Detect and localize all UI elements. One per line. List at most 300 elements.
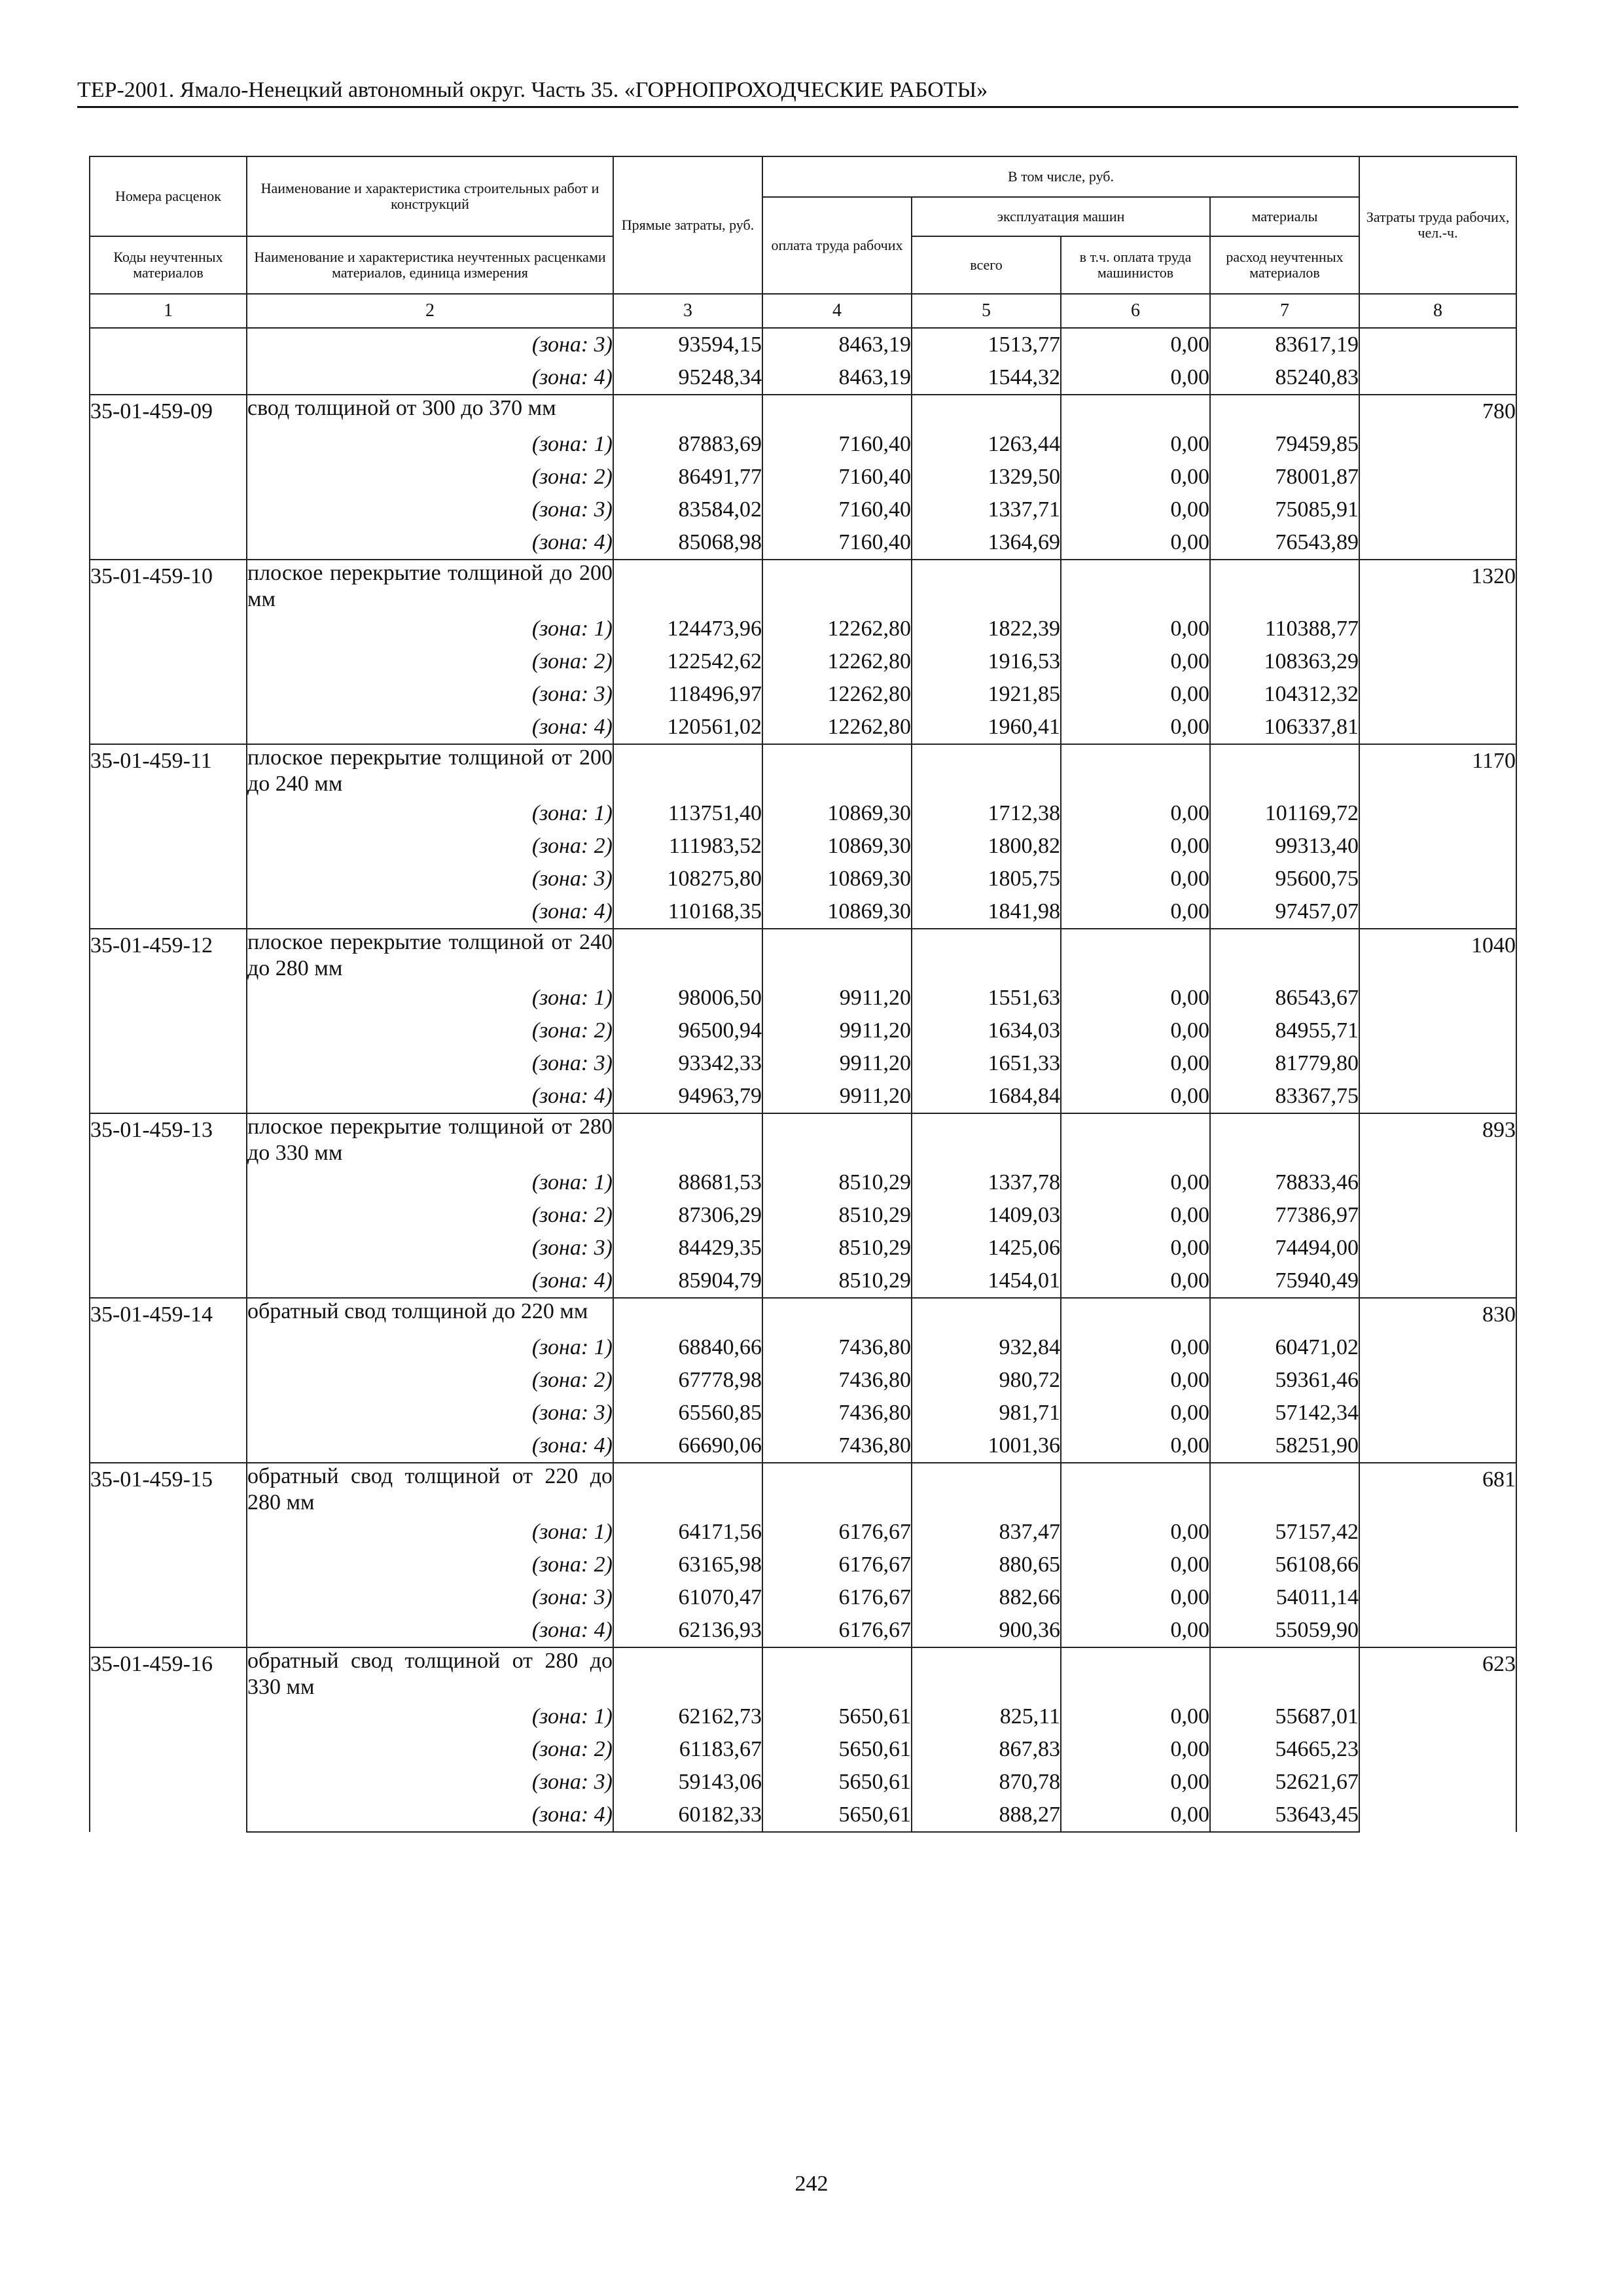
rate-code: 35-01-459-10 (90, 560, 247, 744)
labor-pay-value: 7160,40 (762, 461, 912, 493)
table-row (90, 1298, 1516, 1331)
zone-label: (зона: 3) (247, 1581, 613, 1614)
machinist-pay-value: 0,00 (1061, 1364, 1210, 1397)
rate-code: 35-01-459-09 (90, 395, 247, 560)
materials-value: 78833,46 (1210, 1166, 1359, 1199)
zone-label: (зона: 4) (247, 1614, 613, 1647)
work-title: обратный свод толщиной от 220 до 280 мм (247, 1464, 613, 1515)
empty-cell (613, 1113, 762, 1166)
labor-pay-value: 8510,29 (762, 1199, 912, 1232)
table-row (90, 1516, 1516, 1549)
direct-costs-value: 66690,06 (613, 1429, 762, 1463)
direct-costs-value: 87306,29 (613, 1199, 762, 1232)
machinist-pay-value: 0,00 (1061, 982, 1210, 1014)
header-materials: материалы (1210, 197, 1359, 236)
machinist-pay-value: 0,00 (1061, 1014, 1210, 1047)
direct-costs-value: 93594,15 (613, 328, 762, 361)
empty-cell (1061, 395, 1210, 428)
table-row (90, 361, 1516, 395)
empty-cell (1210, 1298, 1359, 1331)
machinist-pay-value: 0,00 (1061, 613, 1210, 645)
direct-costs-value: 85904,79 (613, 1265, 762, 1298)
labor-pay-value: 12262,80 (762, 678, 912, 711)
direct-costs-value: 84429,35 (613, 1232, 762, 1265)
header-labor-pay: оплата труда рабочих (762, 197, 912, 294)
machinist-pay-value: 0,00 (1061, 1614, 1210, 1647)
materials-value: 86543,67 (1210, 982, 1359, 1014)
materials-value: 56108,66 (1210, 1549, 1359, 1581)
direct-costs-value: 59143,06 (613, 1766, 762, 1799)
col-number: 4 (762, 294, 912, 328)
materials-value: 55059,90 (1210, 1614, 1359, 1647)
zone-label: (зона: 2) (247, 1199, 613, 1232)
empty-cell (762, 1463, 912, 1516)
machines-total-value: 1960,41 (912, 711, 1061, 744)
direct-costs-value: 85068,98 (613, 526, 762, 560)
zone-label: (зона: 1) (247, 1700, 613, 1733)
header-labor-cost: Затраты труда рабочих, чел.-ч. (1359, 156, 1516, 294)
empty-cell (613, 929, 762, 982)
empty-cell (1061, 1113, 1210, 1166)
direct-costs-value: 61070,47 (613, 1581, 762, 1614)
zone-label: (зона: 1) (247, 1516, 613, 1549)
labor-pay-value: 12262,80 (762, 711, 912, 744)
direct-costs-value: 60182,33 (613, 1799, 762, 1832)
table-row (90, 711, 1516, 744)
labor-cost-value: 1320 (1359, 560, 1516, 744)
table-row (90, 560, 1516, 613)
labor-pay-value: 8510,29 (762, 1166, 912, 1199)
header-machines: эксплуатация машин (912, 197, 1210, 236)
direct-costs-value: 83584,02 (613, 493, 762, 526)
table-row (90, 645, 1516, 678)
direct-costs-value: 67778,98 (613, 1364, 762, 1397)
table-row (90, 1166, 1516, 1199)
zone-label: (зона: 1) (247, 982, 613, 1014)
machinist-pay-value: 0,00 (1061, 1080, 1210, 1113)
header-materials-use: расход неучтенных материалов (1210, 236, 1359, 294)
empty-cell (912, 560, 1061, 613)
empty-cell (912, 1298, 1061, 1331)
zone-label: (зона: 1) (247, 797, 613, 830)
direct-costs-value: 87883,69 (613, 428, 762, 461)
direct-costs-value: 96500,94 (613, 1014, 762, 1047)
table-row (90, 863, 1516, 895)
materials-value: 55687,01 (1210, 1700, 1359, 1733)
zone-label: (зона: 2) (247, 830, 613, 863)
empty-cell (613, 1647, 762, 1700)
labor-pay-value: 8510,29 (762, 1265, 912, 1298)
table-row (90, 895, 1516, 929)
machines-total-value: 1805,75 (912, 863, 1061, 895)
empty-cell (613, 395, 762, 428)
machines-total-value: 1425,06 (912, 1232, 1061, 1265)
materials-value: 53643,45 (1210, 1799, 1359, 1832)
empty-cell (762, 1113, 912, 1166)
direct-costs-value: 86491,77 (613, 461, 762, 493)
table-row (90, 1647, 1516, 1700)
table-row (90, 1080, 1516, 1113)
labor-pay-value: 6176,67 (762, 1516, 912, 1549)
machinist-pay-value: 0,00 (1061, 526, 1210, 560)
labor-pay-value: 10869,30 (762, 895, 912, 929)
table-row (90, 1397, 1516, 1429)
direct-costs-value: 124473,96 (613, 613, 762, 645)
labor-cell (1359, 361, 1516, 395)
zone-label: (зона: 4) (247, 711, 613, 744)
labor-pay-value: 9911,20 (762, 982, 912, 1014)
table-row (90, 1700, 1516, 1733)
machines-total-value: 980,72 (912, 1364, 1061, 1397)
direct-costs-value: 98006,50 (613, 982, 762, 1014)
table-row (90, 1733, 1516, 1766)
labor-pay-value: 5650,61 (762, 1766, 912, 1799)
work-title: плоское перекрытие толщиной от 280 до 330 мм (247, 1115, 613, 1165)
empty-cell (762, 744, 912, 797)
header-codes: Коды неучтенных материалов (90, 236, 247, 294)
table-row (90, 982, 1516, 1014)
zone-label: (зона: 4) (247, 1080, 613, 1113)
zone-label: (зона: 3) (247, 1232, 613, 1265)
materials-value: 97457,07 (1210, 895, 1359, 929)
table-row (90, 1549, 1516, 1581)
labor-cost-value: 1040 (1359, 929, 1516, 1113)
labor-pay-value: 10869,30 (762, 863, 912, 895)
zone-label: (зона: 4) (247, 1429, 613, 1463)
machines-total-value: 1684,84 (912, 1080, 1061, 1113)
machines-total-value: 932,84 (912, 1331, 1061, 1364)
labor-pay-value: 12262,80 (762, 613, 912, 645)
empty-cell (613, 1463, 762, 1516)
machines-total-value: 870,78 (912, 1766, 1061, 1799)
table-row (90, 744, 1516, 797)
machinist-pay-value: 0,00 (1061, 1429, 1210, 1463)
machines-total-value: 888,27 (912, 1799, 1061, 1832)
table-row (90, 1614, 1516, 1647)
rate-code: 35-01-459-12 (90, 929, 247, 1113)
zone-label: (зона: 3) (247, 328, 613, 361)
empty-cell (762, 1647, 912, 1700)
materials-value: 76543,89 (1210, 526, 1359, 560)
machinist-pay-value: 0,00 (1061, 1265, 1210, 1298)
empty-cell (1210, 929, 1359, 982)
direct-costs-value: 111983,52 (613, 830, 762, 863)
rate-code: 35-01-459-13 (90, 1113, 247, 1298)
machines-total-value: 1544,32 (912, 361, 1061, 395)
empty-cell (1210, 1113, 1359, 1166)
work-title: свод толщиной от 300 до 370 мм (247, 395, 613, 428)
zone-label: (зона: 2) (247, 461, 613, 493)
machines-total-value: 1454,01 (912, 1265, 1061, 1298)
empty-cell (1210, 1463, 1359, 1516)
labor-pay-value: 9911,20 (762, 1047, 912, 1080)
empty-cell (613, 560, 762, 613)
zone-label: (зона: 4) (247, 526, 613, 560)
direct-costs-value: 95248,34 (613, 361, 762, 395)
zone-label: (зона: 2) (247, 645, 613, 678)
rate-code: 35-01-459-15 (90, 1463, 247, 1647)
materials-value: 59361,46 (1210, 1364, 1359, 1397)
machinist-pay-value: 0,00 (1061, 428, 1210, 461)
machines-total-value: 837,47 (912, 1516, 1061, 1549)
labor-cost-value: 623 (1359, 1647, 1516, 1832)
zone-label: (зона: 1) (247, 1331, 613, 1364)
labor-pay-value: 7160,40 (762, 428, 912, 461)
machinist-pay-value: 0,00 (1061, 645, 1210, 678)
machines-total-value: 825,11 (912, 1700, 1061, 1733)
machinist-pay-value: 0,00 (1061, 1331, 1210, 1364)
table-row (90, 678, 1516, 711)
table-row (90, 830, 1516, 863)
machines-total-value: 1822,39 (912, 613, 1061, 645)
materials-value: 54665,23 (1210, 1733, 1359, 1766)
empty-cell (1210, 395, 1359, 428)
table-row (90, 428, 1516, 461)
direct-costs-value: 93342,33 (613, 1047, 762, 1080)
table-row (90, 1364, 1516, 1397)
header-direct-costs: Прямые затраты, руб. (613, 156, 762, 294)
labor-pay-value: 9911,20 (762, 1014, 912, 1047)
table-row (90, 1047, 1516, 1080)
table-body (90, 328, 1516, 1832)
empty-cell (1061, 1298, 1210, 1331)
zone-label: (зона: 1) (247, 613, 613, 645)
rate-code-cell (90, 328, 247, 361)
direct-costs-value: 61183,67 (613, 1733, 762, 1766)
machines-total-value: 1651,33 (912, 1047, 1061, 1080)
empty-cell (912, 1463, 1061, 1516)
empty-cell (1210, 1647, 1359, 1700)
direct-costs-value: 62136,93 (613, 1614, 762, 1647)
zone-label: (зона: 1) (247, 1166, 613, 1199)
page-number: 242 (794, 2172, 829, 2196)
direct-costs-value: 108275,80 (613, 863, 762, 895)
work-title: плоское перекрытие толщиной от 200 до 240 мм (247, 745, 613, 796)
zone-label: (зона: 4) (247, 1265, 613, 1298)
machines-total-value: 1337,78 (912, 1166, 1061, 1199)
table-row (90, 929, 1516, 982)
materials-value: 83367,75 (1210, 1080, 1359, 1113)
labor-pay-value: 10869,30 (762, 830, 912, 863)
empty-cell (613, 1298, 762, 1331)
col-number: 7 (1210, 294, 1359, 328)
table-row (90, 461, 1516, 493)
work-title: плоское перекрытие толщиной до 200 мм (247, 561, 613, 611)
machinist-pay-value: 0,00 (1061, 328, 1210, 361)
machinist-pay-value: 0,00 (1061, 1799, 1210, 1832)
table-row (90, 328, 1516, 361)
machinist-pay-value: 0,00 (1061, 1047, 1210, 1080)
rate-code: 35-01-459-14 (90, 1298, 247, 1463)
machinist-pay-value: 0,00 (1061, 797, 1210, 830)
labor-cost-value: 830 (1359, 1298, 1516, 1463)
direct-costs-value: 62162,73 (613, 1700, 762, 1733)
materials-value: 75085,91 (1210, 493, 1359, 526)
empty-cell (762, 1298, 912, 1331)
machinist-pay-value: 0,00 (1061, 830, 1210, 863)
empty-cell (1061, 744, 1210, 797)
direct-costs-value: 120561,02 (613, 711, 762, 744)
zone-label: (зона: 4) (247, 1799, 613, 1832)
materials-value: 99313,40 (1210, 830, 1359, 863)
labor-pay-value: 7436,80 (762, 1331, 912, 1364)
table-row (90, 1463, 1516, 1516)
machines-total-value: 882,66 (912, 1581, 1061, 1614)
direct-costs-value: 122542,62 (613, 645, 762, 678)
labor-pay-value: 8510,29 (762, 1232, 912, 1265)
zone-label: (зона: 3) (247, 678, 613, 711)
labor-pay-value: 7160,40 (762, 493, 912, 526)
col-number: 8 (1359, 294, 1516, 328)
table-row (90, 1113, 1516, 1166)
machines-total-value: 1364,69 (912, 526, 1061, 560)
rate-code-cell (90, 361, 247, 395)
labor-cost-value: 780 (1359, 395, 1516, 560)
empty-cell (1061, 1647, 1210, 1700)
zone-label: (зона: 2) (247, 1733, 613, 1766)
empty-cell (762, 560, 912, 613)
zone-label: (зона: 2) (247, 1549, 613, 1581)
table-row (90, 395, 1516, 428)
machines-total-value: 1916,53 (912, 645, 1061, 678)
zone-label: (зона: 3) (247, 1047, 613, 1080)
empty-cell (1061, 560, 1210, 613)
table-row (90, 1199, 1516, 1232)
machinist-pay-value: 0,00 (1061, 711, 1210, 744)
table-row (90, 1014, 1516, 1047)
labor-pay-value: 7436,80 (762, 1429, 912, 1463)
machinist-pay-value: 0,00 (1061, 1232, 1210, 1265)
materials-value: 58251,90 (1210, 1429, 1359, 1463)
empty-cell (613, 744, 762, 797)
direct-costs-value: 64171,56 (613, 1516, 762, 1549)
machinist-pay-value: 0,00 (1061, 1199, 1210, 1232)
direct-costs-value: 94963,79 (613, 1080, 762, 1113)
page-header: ТЕР-2001. Ямало-Ненецкий автономный округ. Часть 35. «ГОРНОПРОХОДЧЕСКИЕ РАБОТЫ» (77, 78, 988, 102)
machines-total-value: 1409,03 (912, 1199, 1061, 1232)
machines-total-value: 1634,03 (912, 1014, 1061, 1047)
direct-costs-value: 63165,98 (613, 1549, 762, 1581)
labor-cell (1359, 328, 1516, 361)
empty-cell (912, 1647, 1061, 1700)
materials-value: 75940,49 (1210, 1265, 1359, 1298)
table-header (90, 156, 1516, 328)
machines-total-value: 1800,82 (912, 830, 1061, 863)
zone-label: (зона: 4) (247, 895, 613, 929)
rate-code: 35-01-459-16 (90, 1647, 247, 1832)
table-row (90, 1331, 1516, 1364)
labor-pay-value: 7436,80 (762, 1397, 912, 1429)
machines-total-value: 1841,98 (912, 895, 1061, 929)
labor-pay-value: 6176,67 (762, 1581, 912, 1614)
labor-pay-value: 5650,61 (762, 1700, 912, 1733)
zone-label: (зона: 1) (247, 428, 613, 461)
work-title: обратный свод толщиной от 280 до 330 мм (247, 1649, 613, 1699)
materials-value: 60471,02 (1210, 1331, 1359, 1364)
materials-value: 57157,42 (1210, 1516, 1359, 1549)
direct-costs-value: 110168,35 (613, 895, 762, 929)
zone-label: (зона: 2) (247, 1014, 613, 1047)
table-row (90, 1429, 1516, 1463)
empty-cell (1210, 560, 1359, 613)
machines-total-value: 1329,50 (912, 461, 1061, 493)
labor-pay-value: 6176,67 (762, 1549, 912, 1581)
table-row (90, 613, 1516, 645)
table-row (90, 1799, 1516, 1832)
machines-total-value: 1263,44 (912, 428, 1061, 461)
header-name-materials: Наименование и характеристика неучтенных расценками материалов, единица измерения (247, 236, 613, 294)
machines-total-value: 1712,38 (912, 797, 1061, 830)
labor-cost-value: 1170 (1359, 744, 1516, 929)
materials-value: 54011,14 (1210, 1581, 1359, 1614)
labor-pay-value: 5650,61 (762, 1733, 912, 1766)
direct-costs-value: 65560,85 (613, 1397, 762, 1429)
materials-value: 104312,32 (1210, 678, 1359, 711)
materials-value: 77386,97 (1210, 1199, 1359, 1232)
materials-value: 85240,83 (1210, 361, 1359, 395)
machines-total-value: 880,65 (912, 1549, 1061, 1581)
machinist-pay-value: 0,00 (1061, 1549, 1210, 1581)
empty-cell (912, 744, 1061, 797)
machines-total-value: 867,83 (912, 1733, 1061, 1766)
table-row (90, 1232, 1516, 1265)
direct-costs-value: 88681,53 (613, 1166, 762, 1199)
rate-code: 35-01-459-11 (90, 744, 247, 929)
materials-value: 95600,75 (1210, 863, 1359, 895)
labor-pay-value: 9911,20 (762, 1080, 912, 1113)
labor-pay-value: 5650,61 (762, 1799, 912, 1832)
machinist-pay-value: 0,00 (1061, 361, 1210, 395)
zone-label: (зона: 2) (247, 1364, 613, 1397)
machinist-pay-value: 0,00 (1061, 493, 1210, 526)
machinist-pay-value: 0,00 (1061, 863, 1210, 895)
table-row (90, 1265, 1516, 1298)
work-title: плоское перекрытие толщиной от 240 до 280 мм (247, 930, 613, 980)
labor-pay-value: 7436,80 (762, 1364, 912, 1397)
header-name: Наименование и характеристика строительных работ и конструкций (247, 156, 613, 236)
table-row (90, 797, 1516, 830)
labor-pay-value: 8463,19 (762, 361, 912, 395)
machinist-pay-value: 0,00 (1061, 1700, 1210, 1733)
empty-cell (912, 1113, 1061, 1166)
header-rule (77, 106, 1518, 108)
materials-value: 52621,67 (1210, 1766, 1359, 1799)
machines-total-value: 1921,85 (912, 678, 1061, 711)
materials-value: 84955,71 (1210, 1014, 1359, 1047)
labor-pay-value: 12262,80 (762, 645, 912, 678)
materials-value: 110388,77 (1210, 613, 1359, 645)
machines-total-value: 900,36 (912, 1614, 1061, 1647)
machinist-pay-value: 0,00 (1061, 1397, 1210, 1429)
labor-pay-value: 10869,30 (762, 797, 912, 830)
labor-cost-value: 893 (1359, 1113, 1516, 1298)
machines-total-value: 981,71 (912, 1397, 1061, 1429)
machinist-pay-value: 0,00 (1061, 1166, 1210, 1199)
rates-table (89, 156, 1517, 1833)
zone-label: (зона: 3) (247, 493, 613, 526)
machinist-pay-value: 0,00 (1061, 1516, 1210, 1549)
materials-value: 83617,19 (1210, 328, 1359, 361)
labor-cost-value: 681 (1359, 1463, 1516, 1647)
col-number: 2 (247, 294, 613, 328)
zone-label: (зона: 4) (247, 361, 613, 395)
labor-pay-value: 6176,67 (762, 1614, 912, 1647)
table-row (90, 1766, 1516, 1799)
col-number: 1 (90, 294, 247, 328)
machinist-pay-value: 0,00 (1061, 895, 1210, 929)
materials-value: 106337,81 (1210, 711, 1359, 744)
empty-cell (1061, 1463, 1210, 1516)
